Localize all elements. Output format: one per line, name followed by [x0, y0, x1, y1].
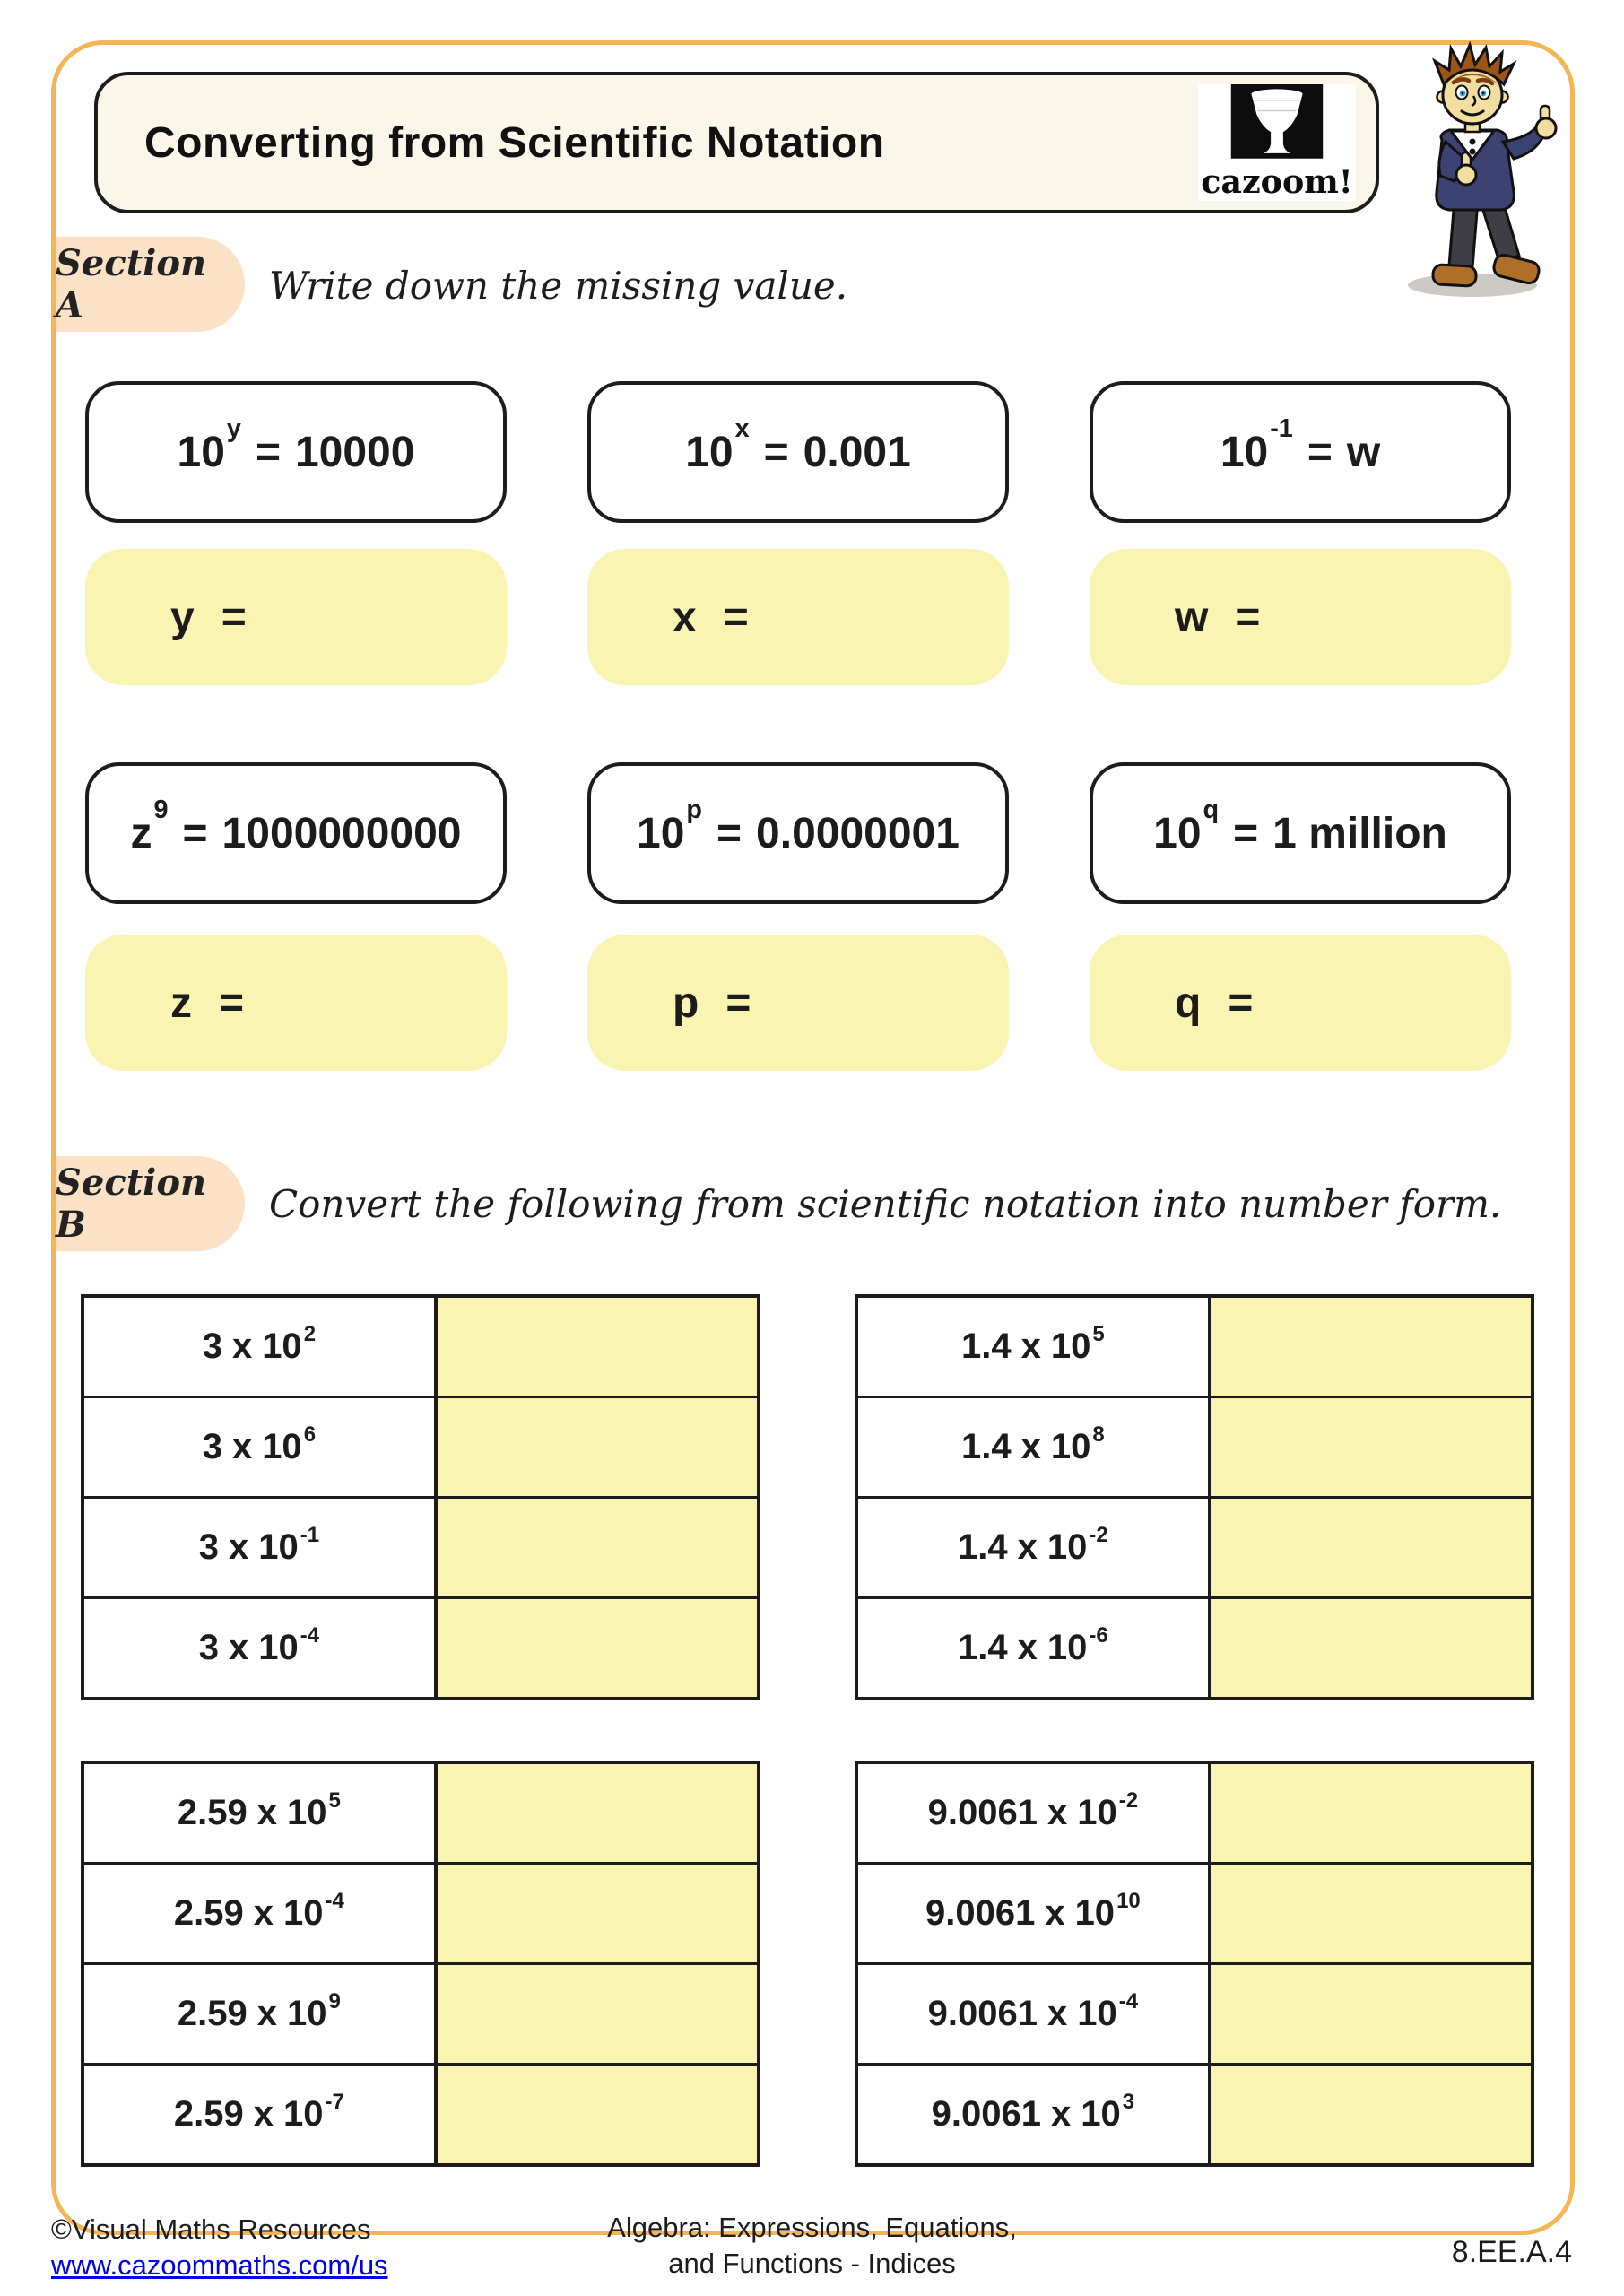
answer-cell[interactable] [1211, 2066, 1531, 2163]
cazoom-logo [1198, 84, 1356, 201]
answer-cell[interactable] [1211, 1298, 1531, 1396]
table-row [858, 1599, 1531, 1697]
answer-cell[interactable] [1211, 1965, 1531, 2063]
table-row [84, 1599, 757, 1697]
section-b-label: Section B [56, 1156, 245, 1251]
section-a-label: Section A [56, 237, 245, 332]
table-row [858, 1865, 1531, 1965]
table-row [84, 2066, 757, 2163]
scientific-notation-cell: 3 x 10 $^2$ [84, 1298, 438, 1396]
answer-row-1 [85, 549, 1511, 685]
scientific-notation-cell: 1.4 x 10 $^8$ [858, 1398, 1211, 1496]
table-row [84, 1965, 757, 2066]
scientific-notation-cell: 9.0061 x 10 $^3$ [858, 2066, 1211, 2163]
table-row [84, 1764, 757, 1865]
scientific-notation-cell: 2.59 x 10 $^5$ [84, 1764, 438, 1862]
table-row [858, 1398, 1531, 1499]
page-title: Converting from Scientific Notation [144, 118, 885, 167]
table-row [84, 1398, 757, 1499]
answer-cell[interactable] [1211, 1499, 1531, 1596]
conversion-table-2 [855, 1294, 1534, 1700]
answer-cell[interactable] [438, 2066, 757, 2163]
answer-box[interactable]: x = [587, 549, 1009, 685]
standard-code: 8.EE.A.4 [1451, 2235, 1572, 2269]
problem-box: $z^9 = 1000000000$ [85, 762, 507, 904]
logo-text: cazoom! [1201, 162, 1353, 201]
answer-cell[interactable] [438, 1499, 757, 1596]
answer-cell[interactable] [438, 1298, 757, 1396]
conversion-table-4 [855, 1761, 1534, 2167]
answer-cell[interactable] [438, 1965, 757, 2063]
table-row [84, 1499, 757, 1599]
footer-left [51, 2212, 388, 2283]
problem-box: $10^{-1} = w$ [1090, 381, 1511, 523]
copyright-text: ©Visual Maths Resources [51, 2213, 371, 2245]
scientific-notation-cell: 1.4 x 10 $^5$ [858, 1298, 1211, 1396]
website-link[interactable]: www.cazoommaths.com/us [51, 2249, 388, 2281]
problem-box: $10^y = 10000$ [85, 381, 507, 523]
table-row [858, 1764, 1531, 1865]
scientific-notation-cell: 2.59 x 10 $^{-7}$ [84, 2066, 438, 2163]
title-box [94, 72, 1379, 213]
answer-cell[interactable] [438, 1398, 757, 1496]
table-row [858, 1965, 1531, 2066]
problem-box: $10^p = 0.0000001$ [587, 762, 1009, 904]
table-row [84, 1298, 757, 1398]
scientific-notation-cell: 1.4 x 10 $^{-2}$ [858, 1499, 1211, 1596]
problem-box: $10^x = 0.001$ [587, 381, 1009, 523]
answer-cell[interactable] [1211, 1398, 1531, 1496]
scientific-notation-cell: 9.0061 x 10 $^{10}$ [858, 1865, 1211, 1962]
topic-line-2: and Functions - Indices [668, 2248, 956, 2279]
answer-cell[interactable] [438, 1764, 757, 1862]
footer-topic [607, 2210, 1017, 2282]
scientific-notation-cell: 9.0061 x 10 $^{-2}$ [858, 1764, 1211, 1862]
conversion-table-3 [81, 1761, 760, 2167]
problem-box: $10^q = 1$ million [1090, 762, 1511, 904]
answer-cell[interactable] [438, 1599, 757, 1697]
answer-cell[interactable] [438, 1865, 757, 1962]
section-a-instruction: Write down the missing value. [269, 264, 848, 308]
scientific-notation-cell: 9.0061 x 10 $^{-4}$ [858, 1965, 1211, 2063]
djembe-drum-icon [1198, 84, 1356, 201]
scientific-notation-cell: 1.4 x 10 $^{-6}$ [858, 1599, 1211, 1697]
section-b-instruction: Convert the following from scientific notation into number form. [269, 1182, 1502, 1226]
scientific-notation-cell: 2.59 x 10 $^{-4}$ [84, 1865, 438, 1962]
mascot-character-icon [1383, 41, 1571, 303]
scientific-notation-cell: 3 x 10 $^{-4}$ [84, 1599, 438, 1697]
table-row [84, 1865, 757, 1965]
answer-box[interactable]: y = [85, 549, 507, 685]
answer-cell[interactable] [1211, 1599, 1531, 1697]
question-row-2 [85, 762, 1511, 904]
answer-box[interactable]: w = [1090, 549, 1511, 685]
table-row [858, 1499, 1531, 1599]
conversion-table-1 [81, 1294, 760, 1700]
answer-box[interactable]: z = [85, 935, 507, 1071]
scientific-notation-cell: 3 x 10 $^{-1}$ [84, 1499, 438, 1596]
scientific-notation-cell: 3 x 10 $^6$ [84, 1398, 438, 1496]
answer-box[interactable]: q = [1090, 935, 1511, 1071]
answer-box[interactable]: p = [587, 935, 1009, 1071]
topic-line-1: Algebra: Expressions, Equations, [607, 2212, 1017, 2243]
answer-cell[interactable] [1211, 1764, 1531, 1862]
answer-row-2 [85, 935, 1511, 1071]
table-row [858, 2066, 1531, 2163]
answer-cell[interactable] [1211, 1865, 1531, 1962]
question-row-1 [85, 381, 1511, 523]
scientific-notation-cell: 2.59 x 10 $^9$ [84, 1965, 438, 2063]
table-row [858, 1298, 1531, 1398]
